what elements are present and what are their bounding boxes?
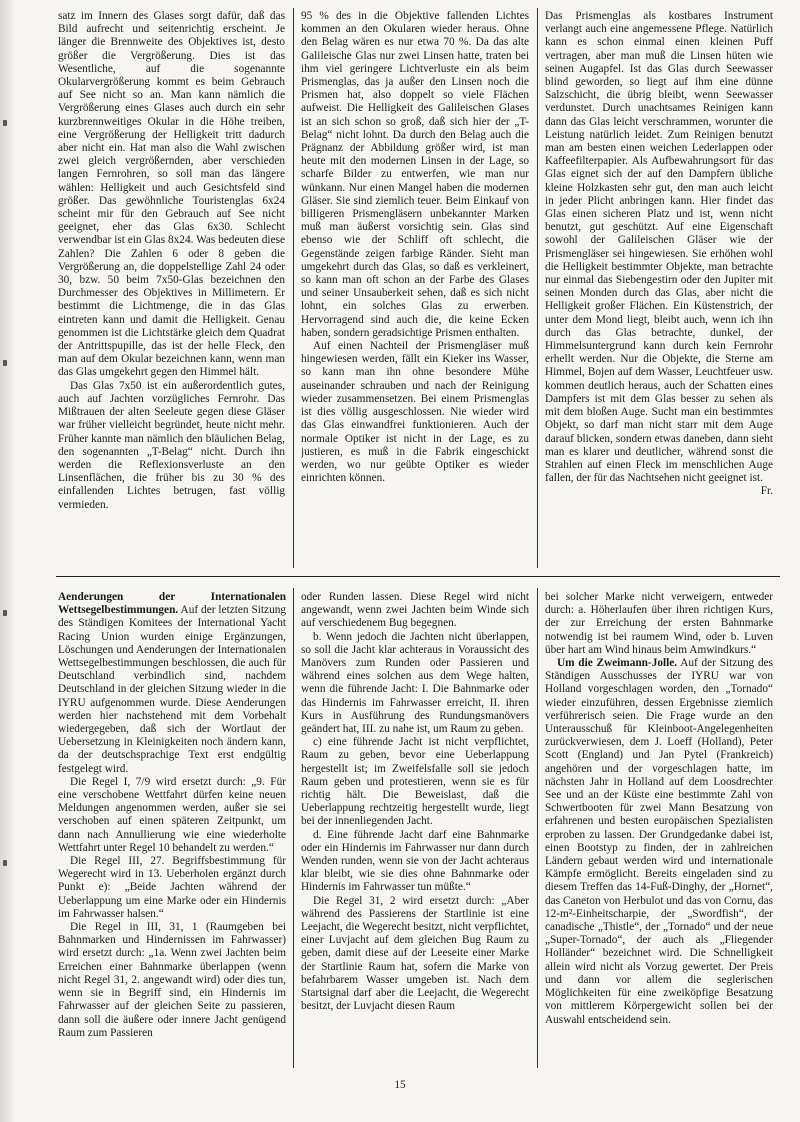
article-separator bbox=[56, 576, 780, 577]
article2-column-3 bbox=[545, 591, 773, 1071]
page-number: 15 bbox=[394, 1079, 406, 1091]
article-heading: Aenderungen der Internationalen Wettsegelbestimmungen. bbox=[58, 591, 286, 617]
paragraph: Auf einen Nachteil der Prismengläser muß hingewiesen werden, fällt ein Kieker ins Wasser, so kann man ihn ohne besondere Mühe auseinander schrauben und nach der Reinigung wieder zusammensetzen. Bei einem Prismenglas ist dies völlig ausgeschlossen. Nie wieder wird das Glas einwandfrei funktionieren. Auch der normale Optiker ist nicht in der Lage, es zu justieren, es muß in die Fabrik eingeschickt werden, wo nur geübte Optiker es wieder einrichten können. bbox=[301, 340, 529, 485]
paragraph: d. Eine führende Jacht darf eine Bahnmarke oder ein Hindernis im Fahrwasser nur dann durch Wenden runden, wenn sie von der Jacht achteraus klar bleibt, wie sie dies ohne Bahnmarke oder Hindernis im Fahrwasser tun müßte.“ bbox=[301, 828, 529, 894]
paragraph: oder Runden lassen. Diese Regel wird nicht angewandt, wenn zwei Jachten beim Winde sich auf verschiedenem Bug begegnen. bbox=[301, 591, 529, 630]
paragraph: Die Regel III, 27. Begriffsbestimmung für Wegerecht wird in 13. Ueberholen ergänzt durch Punkt e): „Beide Jachten während der Ueberlappung um eine Marke oder ein Hindernis im Fahrwasser halsen.“ bbox=[58, 855, 286, 920]
column-divider bbox=[537, 8, 538, 568]
article2-column-2 bbox=[301, 591, 529, 1071]
paragraph: bei solcher Marke nicht verweigern, entweder durch: a. Höherlaufen über ihren richtigen Kurs, der zur Erreichung der ersten Bahnmarke notwendig ist bei raumem Wind, oder b. Luven über hart am Wind hinaus beim Amwindkurs.“ bbox=[545, 591, 773, 656]
paragraph: b. Wenn jedoch die Jachten nicht überlappen, so soll die Jacht klar achteraus in Voraussicht des Manövers zum Runden oder Passieren und während eines solchen aus dem Wege halten, wenn die führende Jacht: I. Die Bahnmarke oder das Hindernis im Fahrwasser erreicht, II. ihren Kurs in Ausführung des Rundungsmanövers geändert hat, III. zu nahe ist, um Raum zu geben. bbox=[301, 630, 529, 736]
binder-edge bbox=[0, 0, 14, 1122]
paragraph: c) eine führende Jacht ist nicht verpflichtet, Raum zu geben, bevor eine Ueberlappung hergestellt ist; im Zweifelsfalle soll sie jedoch Raum geben und protestieren, wenn sie es für richtig hält. Die Beweislast, daß die Ueberlappung rechtzeitig hergestellt wurde, liegt bei der innenliegenden Jacht. bbox=[301, 736, 529, 828]
paragraph: Die Regel I, 7/9 wird ersetzt durch: „9. Für eine verschobene Wettfahrt dürfen keine neuen Meldungen angenommen werden, außer sie sei verschoben auf einen späteren Zeitpunkt, um dann nach Annullierung wie eine wiederholte Wettfahrt unter Regel 10 behandelt zu werden.“ bbox=[58, 775, 286, 854]
binder-mark bbox=[3, 120, 7, 126]
section-heading: Um die Zweimann-Jolle. bbox=[557, 657, 678, 670]
article1-column-3 bbox=[545, 10, 773, 566]
column-divider bbox=[293, 588, 294, 1068]
column-divider bbox=[537, 588, 538, 1068]
paragraph: Die Regel in III, 31, 1 (Raumgeben bei Bahnmarken und Hindernissen im Fahrwasser) wird ersetzt durch: „1a. Wenn zwei Jachten beim Erreichen einer Bahnmarke überlappen (wenn nicht Regel 31, 2. angewandt wird) oder dies tun, wenn sie in Begriff sind, ein Hindernis im Fahrwasser auf der gleichen Seite zu passieren, dann soll die äußere oder innere Jacht genügend Raum zum Passieren bbox=[58, 921, 286, 1039]
paragraph: Das Prismenglas als kostbares Instrument verlangt auch eine angemessene Pflege. Natürlich kann es schon einmal einen kleinen Puff vertragen, aber man muß die Linsen hüten wie seinen Augapfel. Ist das Glas durch Seewasser blind geworden, so liegt auf ihm eine dünne Salzschicht, die übrig bleibt, wenn Seewasser verdunstet. Durch unachtsames Reinigen kann dann das Glas leicht verschrammen, worunter die Leistung natürlich leidet. Zum Reinigen benutzt man am besten einen weichen Lederlappen oder Kaffeefilterpapier. Als Aufbewahrungsort für das Glas eignet sich der auf den Dampfern übliche kleine Holzkasten sehr gut, den man auch leicht in jeder Plicht anbringen kann. Hier findet das Glas einen sicheren Platz und ist, wenn nicht benutzt, gut geschützt. Auf eine Eigenschaft sowohl der Galileischen Gläser wie der Prismengläser sei hingewiesen. Sie erhöhen wohl die Helligkeit bestimmter Objekte, man betrachte nur einmal das Siebengestirn oder den Jupiter mit seinen Monden durch das Glas, aber nicht die Helligkeit großer Flächen. Ein Küstenstrich, der unter dem Mond liegt, bleibt auch, wenn ich ihn durch das Glas betrachte, dunkel, der Himmelsuntergrund kann durch kein Fernrohr erhellt werden. Nur die Objekte, die Sterne am Himmel, Bojen auf dem Wasser, Leuchtfeuer usw. kommen deutlich heraus, auch der Schatten eines Dampfers ist mit dem Glas besser zu sehen als mit dem bloßen Auge. Sucht man ein bestimmtes Objekt, so darf man nicht starr mit dem Auge darauf blicken, sondern etwas daneben, dann sieht man es klarer und deutlicher, während sonst die Strahlen auf einen Fleck im menschlichen Auge fallen, der für das Nachtsehen nicht geeignet ist. bbox=[545, 10, 773, 485]
paragraph-text: Auf der Sitzung des Ständigen Ausschusses der IYRU war von Holland vorgeschlagen worden, den „Tornado“ wieder einzuführen, dessen Ergebnisse ziemlich verführerisch seien. Die Frage wurde an den Unterausschuß für Kleinboot-Angelegenheiten zurückverwiesen, dem J. Loeff (Holland), Peter Scott (England) und Jan Pytel (Frankreich) angehören und der vorgeschlagen hatte, im nächsten Jahr in Holland auf dem Loosdrechter See und an der Küste eine bestimmte Zahl von Schwertbooten für zwei Mann Besatzung von erfahrenen und besten europäischen Spezialisten erproben zu lassen. Der Grundgedanke dabei ist, einen Bootstyp zu finden, der in zahlreichen Ländern gebaut werden wird und internationale Kämpfe ermöglicht. Bereits eingeladen sind zu diesem Treffen das 14-Fuß-Dinghy, der „Hornet“, das Caneton von Herbulot und das von Cornu, das 12-m²-Einheitscharpie, der „Swordfish“, der canadische „Thistle“, der „Tornado“ und der neue „Super-Tornado“, der auch als „Fliegender Holländer“ bezeichnet wird. Die Schnelligkeit allein wird nicht als Vorzug gewertet. Der Preis und dann vor allem die seglerischen Möglichkeiten für eine zweiköpfige Besatzung von mittlerem Körpergewicht sollen bei der Auswahl entscheidend sein. bbox=[545, 657, 773, 1026]
paragraph: Das Glas 7x50 ist ein außerordentlich gutes, auch auf Jachten vorzügliches Fernrohr. Das Mißtrauen der alten Seeleute gegen diese Gläser war früher vielleicht begründet, heute nicht mehr. Früher kannte man nämlich den bläulichen Belag, den sogenannten „T-Belag“ nicht. Durch ihn werden die Reflexionsverluste an den Linsenflächen, die früher bis zu 30 % des einfallenden Lichtes betrugen, fast völlig vermieden. bbox=[58, 379, 285, 511]
binder-mark bbox=[3, 360, 7, 366]
binder-mark bbox=[3, 610, 7, 616]
binder-mark bbox=[3, 860, 7, 866]
article1-column-1 bbox=[58, 10, 285, 566]
paragraph: 95 % des in die Objektive fallenden Lichtes kommen an den Okularen wieder heraus. Ohne den Belag wären es nur etwa 70 %. Da das alte Galileische Glas nur zwei Linsen hatte, traten bei ihm viel geringere Lichtverluste ein als beim Prismenglas, das ja außer den Linsen noch die Prismen hat, also doppelt so viele Flächen aufweist. Die Helligkeit des Galileischen Glases ist an sich schon so groß, daß sich hier der „T-Belag“ nicht lohnt. Da durch den Belag auch die Prägnanz der Abbildung größer wird, ist man heute mit den modernen Linsen in der Lage, so scharfe Bilder zu entwerfen, wie man nur wünkann. Nur einen Mangel haben die modernen Gläser. Sie sind ziemlich teuer. Beim Einkauf von billigeren Prismengläsern unbekannter Marken muß man äußerst vorsichtig sein. Glas sind ebenso wie der Schliff oft schlecht, die Gegenstände zeigen farbige Ränder. Sieht man umgekehrt durch das Glas, so daß es verkleinert, so kann man oft schon an der Farbe des Glases und seiner Unsauberkeit sehen, daß es sich nicht lohnt, ein solches Glas zu erwerben. Hervorragend sind auch die, die keine Ecken haben, sondern geradsichtige Prismen enthalten. bbox=[301, 10, 529, 339]
paragraph-text: Auf der letzten Sitzung des Ständigen Komitees der International Yacht Racing Union wurden einige Ergänzungen, Löschungen und Aenderungen der Internationalen Wettsegelbestimmungen beschlossen, die auch für Deutschland verbindlich sind, nachdem Deutschland in der gleichen Sitzung wieder in die IYRU aufgenommen wurde. Diese Aenderungen werden hier nachstehend mit dem Vorbehalt wiedergegeben, daß sich der Wortlaut der Uebersetzung in Kleinigkeiten noch ändern kann, da der deutschsprachige Text erst endgültig festgelegt wird. bbox=[58, 604, 286, 775]
column-divider bbox=[293, 8, 294, 568]
author-signature: Fr. bbox=[760, 485, 773, 498]
paragraph bbox=[58, 591, 286, 776]
paragraph: Die Regel 31, 2 wird ersetzt durch: „Aber während des Passierens der Startlinie ist eine Leejacht, die Wegerecht besitzt, nicht verpflichtet, einer Luvjacht auf dem gleichen Bug Raum zu geben, damit diese auf der Leeseite einer Marke der Startlinie Raum hat, sofern die Marke von befahrbarem Wasser umgeben ist. Nach dem Startsignal darf aber die Leejacht, die Wegerecht besitzt, der Luvjacht diesen Raum bbox=[301, 894, 529, 1013]
article2-column-1 bbox=[58, 591, 286, 1071]
paragraph: satz im Innern des Glases sorgt dafür, daß das Bild aufrecht und seitenrichtig erscheint. Je länger die Brennweite des Objektives ist, desto größer die Vergrößerung. Dies ist das Wesentliche, auf die sogenannte Okularvergrößerung kommt es beim Gebrauch auf See nicht so an. Man kann nämlich die Vergrößerung eines Glases auch durch ein sehr kurzbrennweitiges Okular in die Höhe treiben, eine Vergrößerung der Helligkeit tritt dadurch aber nicht ein. Hat man also die Wahl zwischen zwei gleich vergrößernden, aber verschieden langen Fernrohren, so soll man das längere wählen: Helligkeit und auch Gesichtsfeld sind größer. Das gewöhnliche Touristenglas 6x24 scheint mir für den Gebrauch auf See nicht geeignet, eher das Glas 6x30. Schlecht verwendbar ist ein Glas 8x24. Was bedeuten diese Zahlen? Die Zahlen 6 oder 8 geben die Vergrößerung an, die doppelstellige Zahl 24 oder 30, bzw. 50 beim 7x50-Glas bezeichnen den Durchmesser des Objektives in Millimetern. Er bestimmt die Lichtmenge, die in das Glas eintreten kann und damit die Helligkeit. Genau genommen ist die Lichtstärke gleich dem Quadrat der Antrittspupille, das ist der helle Fleck, den man auf dem Okular bezeichnen kann, wenn man das Glas umgekehrt gegen den Himmel hält. bbox=[58, 10, 285, 379]
paragraph bbox=[545, 657, 773, 1027]
article1-column-2 bbox=[301, 10, 529, 566]
